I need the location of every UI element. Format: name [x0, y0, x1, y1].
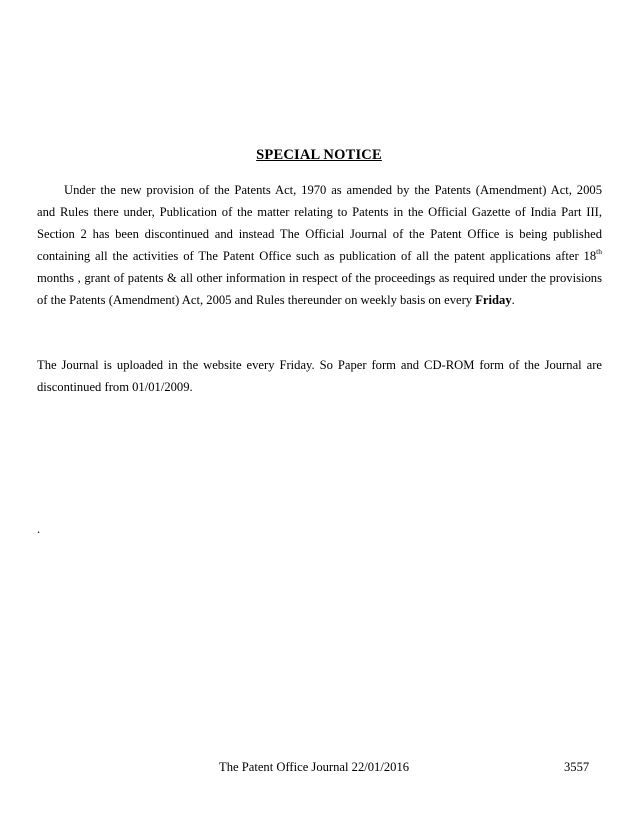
paragraph-1-line-4-text: containing all the activities of The Patent Office such as publication of all the patent applications after 18 — [37, 249, 597, 263]
notice-paragraph-1 — [37, 179, 602, 311]
paragraph-1-line-1-text: Under the new provision of the Patents Act, 1970 as amended by the Patents (Amendment) Act, 2005 — [64, 183, 602, 197]
friday-emphasis: Friday — [475, 293, 512, 307]
footer-journal-title: The Patent Office Journal 22/01/2016 — [219, 760, 410, 774]
paragraph-1-line — [37, 179, 602, 201]
paragraph-1-line-6 — [37, 289, 602, 311]
paragraph-1-line-6-text: of the Patents (Amendment) Act, 2005 and Rules thereunder on weekly basis on every — [37, 293, 476, 307]
paragraph-1-line-5: months , grant of patents & all other information in respect of the proceedings as required under the provisions — [37, 271, 602, 285]
notice-title: SPECIAL NOTICE — [256, 147, 382, 163]
paragraph-1-line-6-end: . — [511, 293, 515, 307]
stray-period-mark: . — [37, 522, 41, 536]
paragraph-1-line-2: and Rules there under, Publication of the matter relating to Patents in the Official Gazette of India Part III, — [37, 205, 602, 219]
paragraph-2-line-2: discontinued from 01/01/2009. — [37, 380, 193, 394]
paragraph-2-line-1: The Journal is uploaded in the website every Friday. So Paper form and CD-ROM form of the Journal are — [37, 358, 602, 372]
ordinal-superscript: th — [596, 247, 602, 256]
paragraph-1-line-4 — [37, 245, 602, 267]
footer-page-number: 3557 — [564, 760, 590, 774]
notice-paragraph-2 — [37, 354, 602, 398]
paragraph-1-line-3: Section 2 has been discontinued and instead The Official Journal of the Patent Office is being published — [37, 227, 602, 241]
